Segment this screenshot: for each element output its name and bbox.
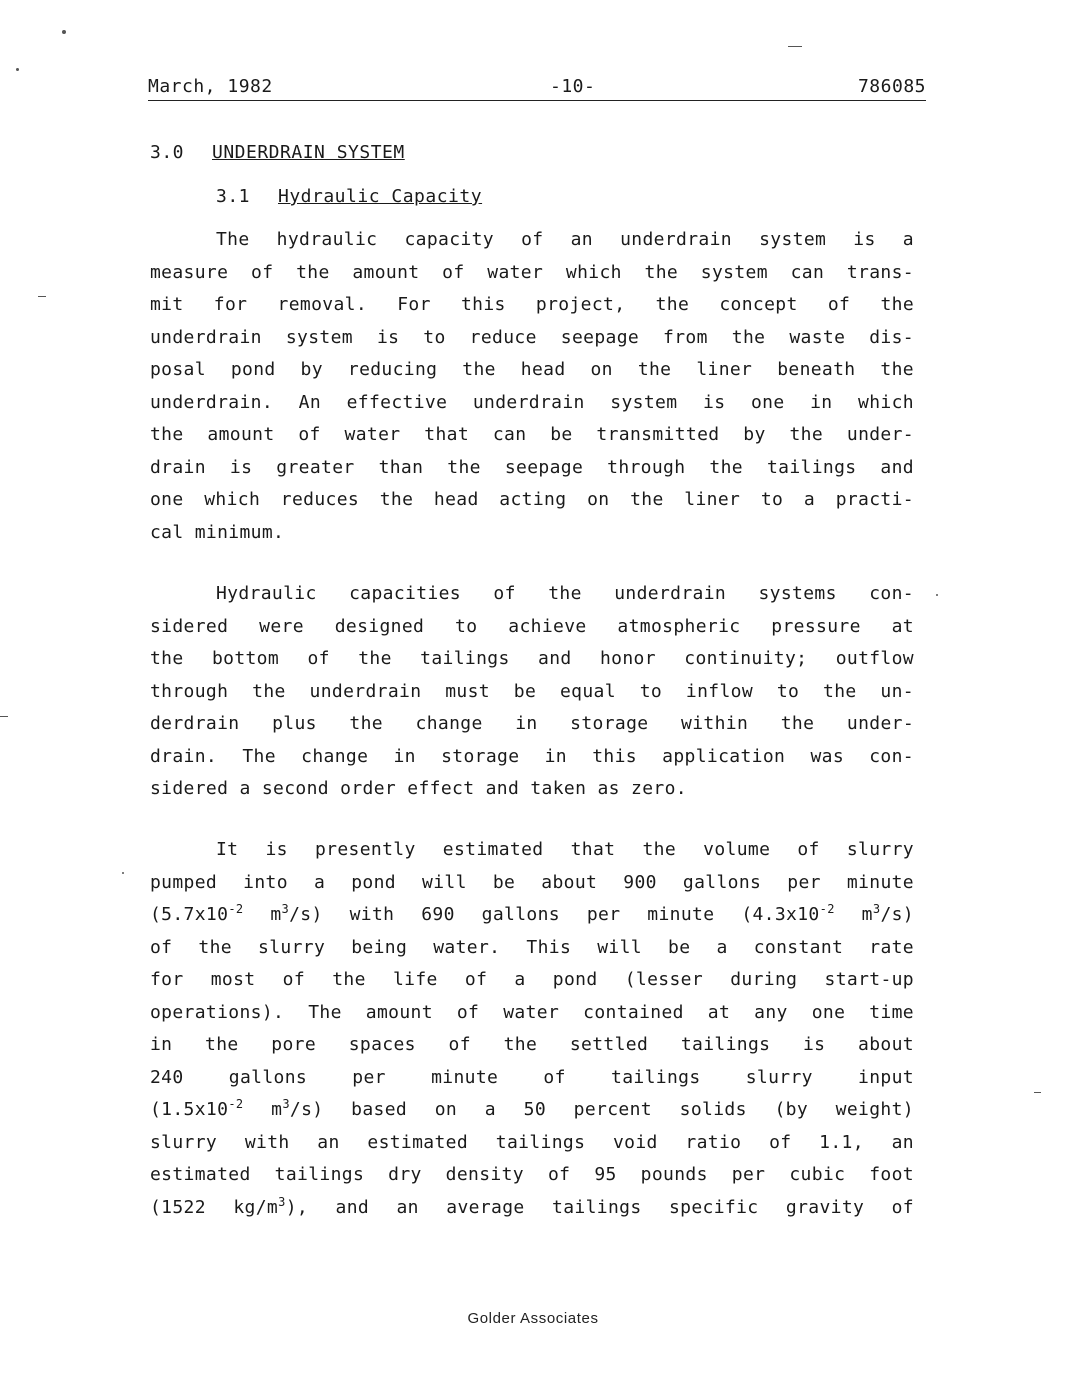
paragraph-1 [150, 224, 914, 549]
subsection-number: 3.1 [216, 186, 251, 207]
superscript: 3 [278, 1194, 286, 1209]
paragraph-line: estimated tailings dry density of 95 pounds per cubic foot [150, 1164, 914, 1185]
paragraph-2 [150, 578, 914, 806]
page-header [148, 76, 926, 101]
paragraph-line: the bottom of the tailings and honor continuity; outflow [150, 648, 914, 669]
superscript: 3 [872, 902, 881, 916]
scan-speck [38, 296, 46, 297]
scan-speck [788, 46, 802, 47]
text-run: m [243, 904, 282, 925]
scan-speck [0, 716, 8, 717]
text-run: /s) based on a 50 percent solids (by weight) [289, 1099, 914, 1120]
paragraph-line: 240 gallons per minute of tailings slurry input [150, 1066, 914, 1088]
paragraph-line: The hydraulic capacity of an underdrain system is a [216, 229, 914, 250]
paragraph-line: slurry with an estimated tailings void ratio of 1.1, an [150, 1131, 914, 1153]
subsection-heading [216, 186, 482, 207]
subsection-title: Hydraulic Capacity [278, 186, 483, 207]
text-run: /s) with 690 gallons per minute (4.3x10 [289, 904, 820, 925]
section-title: UNDERDRAIN SYSTEM [212, 142, 405, 163]
paragraph-line: measure of the amount of water which the system can trans- [150, 261, 914, 283]
paragraph-line: drain. The change in storage in this application was con- [150, 745, 914, 767]
section-number: 3.0 [150, 142, 185, 163]
footer-firm-name: Golder Associates [467, 1310, 599, 1327]
superscript: -2 [228, 902, 244, 916]
paragraph-line: mit for removal. For this project, the concept of the [150, 294, 914, 315]
scan-speck [16, 68, 19, 71]
paragraph-line [150, 899, 914, 932]
text-run: m [243, 1099, 283, 1120]
header-date: March, 1982 [148, 76, 273, 97]
header-page-number: -10- [550, 76, 596, 97]
paragraph-line: through the underdrain must be equal to inflow to the un- [150, 680, 914, 702]
superscript: 3 [281, 902, 290, 916]
header-doc-number: 786085 [857, 76, 926, 97]
superscript: 3 [282, 1097, 290, 1111]
superscript: -2 [228, 1097, 244, 1111]
paragraph-line: drain is greater than the seepage through the tailings and [150, 456, 914, 478]
paragraph-line: of the slurry being water. This will be a constant rate [150, 936, 914, 958]
paragraph-line [150, 1192, 914, 1225]
paragraph-line [150, 1094, 914, 1127]
paragraph-line: operations). The amount of water contained at any one time [150, 1001, 914, 1023]
scan-speck [122, 872, 124, 874]
paragraph-line: cal minimum. [150, 521, 285, 543]
scan-speck [62, 30, 66, 34]
text-run: ), and an average tailings specific gravity of [285, 1196, 914, 1218]
superscript: -2 [819, 902, 835, 916]
paragraph-3 [150, 834, 914, 1224]
paragraph-line: one which reduces the head acting on the liner to a practi- [150, 489, 914, 510]
paragraph-line: derdrain plus the change in storage within the under- [150, 713, 914, 734]
paragraph-line: posal pond by reducing the head on the liner beneath the [150, 359, 914, 380]
paragraph-line: the amount of water that can be transmitted by the under- [150, 424, 914, 445]
scan-speck [936, 594, 938, 596]
paragraph-line: sidered were designed to achieve atmospheric pressure at [150, 615, 914, 637]
paragraph-line: underdrain system is to reduce seepage from the waste dis- [150, 326, 914, 348]
text-run: (1.5x10 [150, 1099, 229, 1120]
paragraph-line: Hydraulic capacities of the underdrain systems con- [216, 583, 914, 604]
paragraph-line: underdrain. An effective underdrain system is one in which [150, 391, 914, 413]
paragraph-line: for most of the life of a pond (lesser during start-up [150, 969, 914, 990]
paragraph-line: sidered a second order effect and taken as zero. [150, 778, 687, 799]
text-run: m [834, 904, 873, 925]
text-run: /s) [880, 904, 914, 925]
paragraph-line: pumped into a pond will be about 900 gallons per minute [150, 871, 914, 893]
section-heading [150, 142, 405, 163]
scan-speck [1034, 1092, 1041, 1093]
paragraph-line: It is presently estimated that the volume of slurry [216, 839, 914, 860]
text-run: (1522 kg/m [150, 1196, 279, 1218]
text-run: (5.7x10 [150, 904, 229, 925]
paragraph-line: in the pore spaces of the settled tailings is about [150, 1034, 914, 1055]
